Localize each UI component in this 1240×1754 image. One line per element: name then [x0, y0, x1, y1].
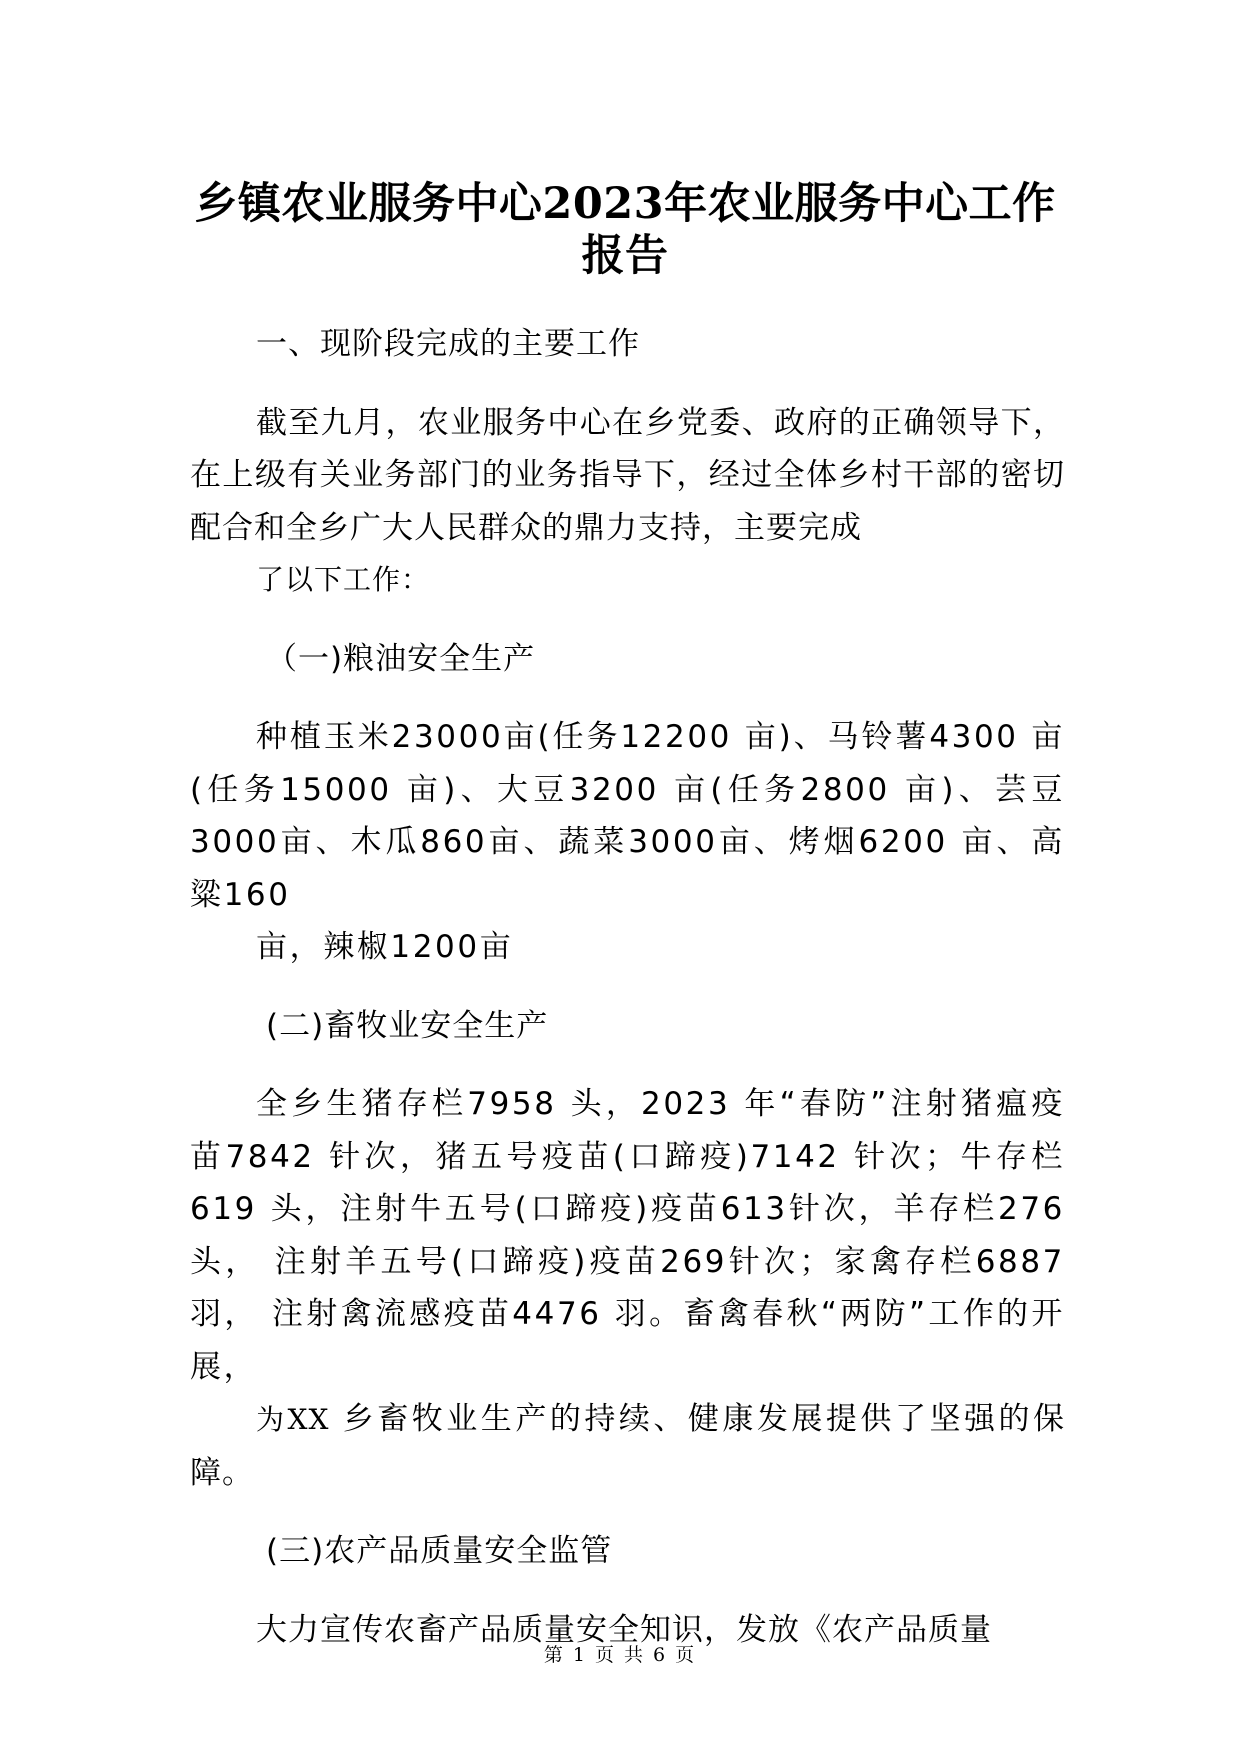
livestock-paragraph: [190, 1078, 1065, 1499]
quality-paragraph: 大力宣传农畜产品质量安全知识，发放《农产品质量: [256, 1611, 992, 1648]
document-body: [190, 318, 1065, 1682]
intro-tail: 了以下工作：: [256, 563, 431, 596]
livestock-prefix: 为XX: [256, 1403, 330, 1436]
sub-heading-quality: (三)农产品质量安全监管: [266, 1533, 613, 1569]
livestock-text-tail: [190, 1393, 1065, 1499]
section-heading: 一、现阶段完成的主要工作: [256, 326, 640, 362]
intro-text: 截至九月，农业服务中心在乡党委、政府的正确领导下，在上级有关业务部门的业务指导下，经过全体乡村干部的密切配合和全乡广大人民群众的鼎力支持，主要完成: [190, 404, 1065, 546]
grain-paragraph: [190, 711, 1065, 974]
livestock-text: 全乡生猪存栏7958 头，2023 年“春防”注射猪瘟疫苗7842 针次，猪五号疫苗(口蹄疫)7142 针次；牛存栏619 头，注射牛五号(口蹄疫)疫苗613针次，羊存栏276头， 注射羊五号(口蹄疫)疫苗269针次；家禽存栏6887羽， 注射禽流感疫苗4476 羽。畜禽春秋“两防”工作的开展，: [190, 1086, 1065, 1385]
grain-text-tail: 亩，辣椒1200亩: [256, 929, 514, 965]
grain-text: 种植玉米23000亩(任务12200 亩)、马铃薯4300 亩 (任务15000 亩)、大豆3200 亩(任务2800 亩)、芸豆 3000亩、木瓜860亩、蔬菜3000亩、烤烟6200 亩、高粱160: [190, 719, 1065, 913]
sub-heading-grain: （一)粮油安全生产: [266, 640, 536, 677]
intro-paragraph: [190, 397, 1065, 607]
sub-heading-livestock: (二)畜牧业安全生产: [266, 1007, 549, 1044]
document-title: 乡镇农业服务中心2023年农业服务中心工作报告: [194, 179, 1056, 281]
livestock-tail-text: 乡畜牧业生产的持续、健康发展提供了坚强的保障。: [190, 1401, 1065, 1491]
page-footer: 第 1 页 共 6 页: [543, 1644, 697, 1666]
